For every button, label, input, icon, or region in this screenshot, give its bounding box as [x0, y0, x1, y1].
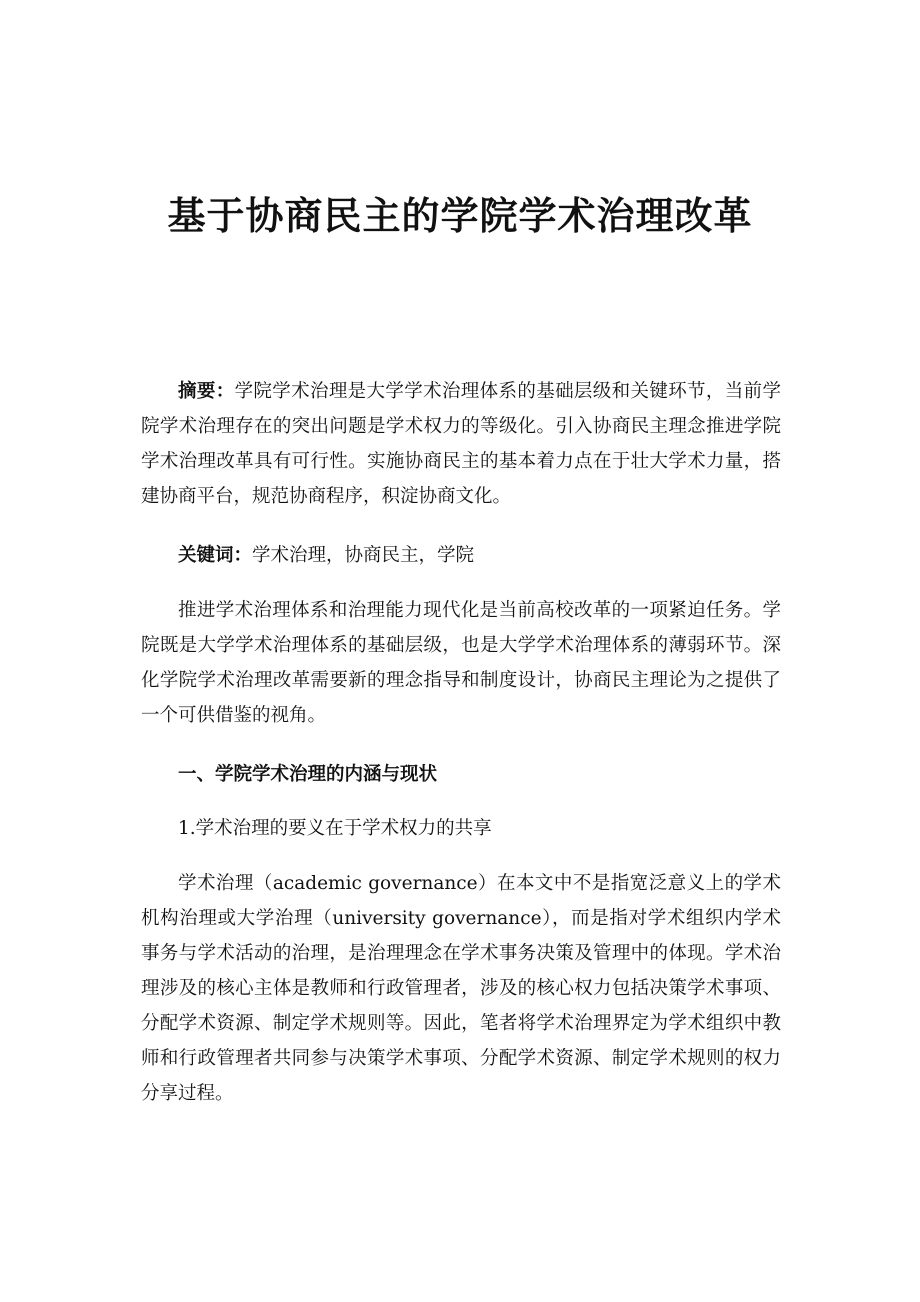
abstract-label: 摘要：: [178, 381, 235, 402]
body-paragraph: 学术治理（academic governance）在本文中不是指宽泛意义上的学术机构治理或大学治理（university governance），而是指对学术组织内学术事务与学术活动的治理，是治理理念在学术事务决策及管理中的体现。学术治理涉及的核心主体是教师和行政管理者，涉及的核心权力包括决策学术事项、分配学术资源、制定学术规则等。因此，笔者将学术治理界定为学术组织中教师和行政管理者共同参与决策学术事项、分配学术资源、制定学术规则的权力分享过程。: [141, 873, 781, 1104]
abstract-paragraph: [141, 374, 781, 514]
abstract-text: 学院学术治理是大学学术治理体系的基础层级和关键环节，当前学院学术治理存在的突出问题是学术权力的等级化。引入协商民主理念推进学院学术治理改革具有可行性。实施协商民主的基本着力点在于壮大学术力量，搭建协商平台，规范协商程序，积淀协商文化。: [141, 381, 781, 507]
keywords-label: 关键词：: [178, 545, 253, 566]
section-heading: 一、学院学术治理的内涵与现状: [178, 764, 438, 785]
intro-paragraph: 推进学术治理体系和治理能力现代化是当前高校改革的一项紧迫任务。学院既是大学学术治理体系的基础层级，也是大学学术治理体系的薄弱环节。深化学院学术治理改革需要新的理念指导和制度设计，协商民主理论为之提供了一个可供借鉴的视角。: [141, 600, 781, 726]
subsection-heading: 1.学术治理的要义在于学术权力的共享: [178, 818, 492, 839]
keywords-text: 学术治理，协商民主，学院: [252, 545, 475, 566]
keywords-paragraph: [141, 538, 781, 573]
document-title: 基于协商民主的学院学术治理改革: [167, 193, 753, 238]
